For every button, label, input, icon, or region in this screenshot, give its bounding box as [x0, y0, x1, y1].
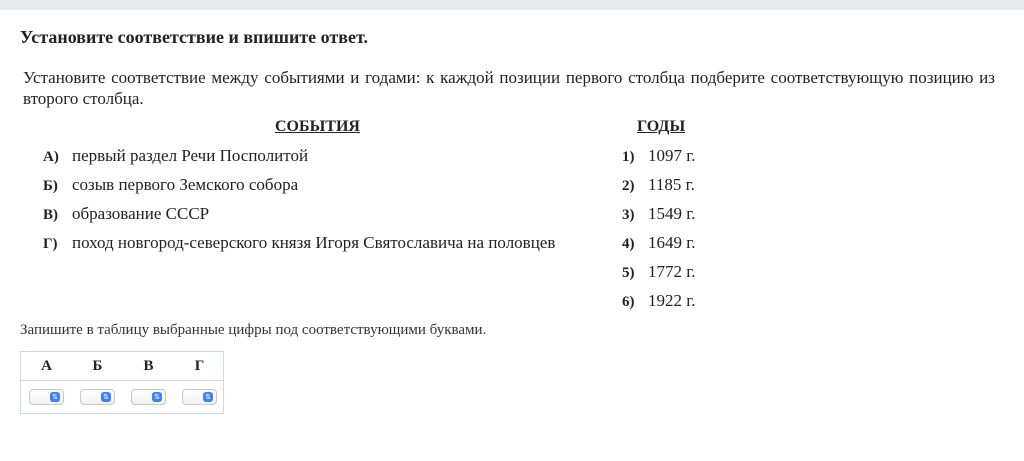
year-text: 1649 г. [648, 233, 696, 252]
event-item-a [43, 145, 308, 167]
event-item-b [43, 174, 298, 196]
event-marker: А) [43, 149, 59, 165]
year-item-3 [622, 203, 696, 225]
year-text: 1922 г. [648, 291, 696, 310]
answer-letter: Г [194, 358, 205, 374]
year-item-5 [622, 261, 696, 283]
answer-table-selects [21, 381, 223, 413]
year-text: 1185 г. [648, 175, 695, 194]
answer-letter: А [41, 358, 52, 374]
event-marker: В) [43, 207, 58, 223]
answer-table-header [21, 352, 223, 381]
year-marker: 1) [622, 149, 635, 165]
year-marker: 6) [622, 294, 635, 310]
answer-cell-g [174, 381, 225, 413]
answer-instruction: Запишите в таблицу выбранные цифры под соответствующими буквами. [20, 322, 487, 338]
answer-cell-b [72, 381, 123, 413]
year-item-4 [622, 232, 696, 254]
answer-select-a[interactable] [29, 389, 64, 405]
answer-table [20, 351, 224, 414]
event-text: созыв первого Земского собора [72, 175, 299, 194]
answer-letter: Б [92, 358, 103, 374]
year-marker: 4) [622, 236, 635, 252]
event-marker: Б) [43, 178, 58, 194]
event-text: образование СССР [72, 204, 210, 223]
answer-select-v[interactable] [131, 389, 166, 405]
year-item-2 [622, 174, 695, 196]
answer-select-b[interactable] [80, 389, 115, 405]
answer-cell-a [21, 381, 72, 413]
answer-cell-v [123, 381, 174, 413]
event-item-g [43, 232, 555, 254]
year-text: 1549 г. [648, 204, 696, 223]
event-text: первый раздел Речи Посполитой [72, 146, 309, 165]
answer-select-g[interactable] [182, 389, 217, 405]
events-column-header: СОБЫТИЯ [275, 118, 360, 135]
year-marker: 5) [622, 265, 635, 281]
updown-chevron-icon: ⇅ [50, 392, 60, 402]
updown-chevron-icon: ⇅ [203, 392, 213, 402]
years-column-header: ГОДЫ [637, 118, 686, 135]
year-item-1 [622, 145, 696, 167]
year-marker: 2) [622, 178, 635, 194]
updown-chevron-icon: ⇅ [152, 392, 162, 402]
answer-letter: В [143, 358, 154, 374]
year-item-6 [622, 290, 696, 312]
year-text: 1772 г. [648, 262, 696, 281]
task-instruction: Установите соответствие между событиями и годами: к каждой позиции первого столбца подберите соответствующую позицию из второго столбца. [23, 68, 995, 108]
event-text: поход новгород-северского князя Игоря Святославича на половцев [72, 233, 556, 252]
task-heading: Установите соответствие и впишите ответ. [20, 27, 368, 47]
year-marker: 3) [622, 207, 635, 223]
top-bar [0, 0, 1024, 10]
event-item-v [43, 203, 209, 225]
year-text: 1097 г. [648, 146, 696, 165]
updown-chevron-icon: ⇅ [101, 392, 111, 402]
event-marker: Г) [43, 236, 58, 252]
